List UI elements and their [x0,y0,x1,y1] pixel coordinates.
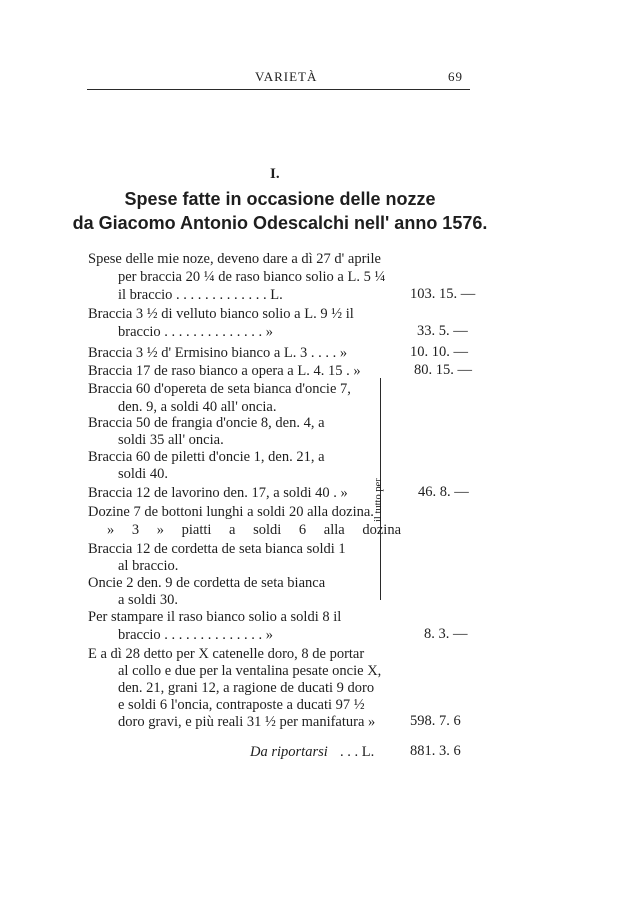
entry-line: al collo e due per la ventalina pesate oncie X, [118,663,382,679]
entry-line: Spese delle mie noze, deveno dare a dì 27 d' aprile [88,251,381,267]
entry-line: Per stampare il raso bianco solio a soldi 8 il [88,609,342,625]
entry-line: il braccio . . . . . . . . . . . . . L. [118,287,283,303]
carry-amount: 881. 3. 6 [410,743,461,759]
entry-line: Oncie 2 den. 9 de cordetta de seta bianca [88,575,326,591]
entry-line: Braccia 60 de piletti d'oncie 1, den. 21, a [88,449,325,465]
entry-line: a soldi 30. [118,592,179,608]
running-title: VARIETÀ [255,69,318,84]
entry-amount: 33. 5. — [417,323,468,339]
entry-line: E a dì 28 detto per X catenelle doro, 8 de portar [88,646,365,662]
carry-leader: . . . L. [340,744,375,760]
entry-amount: 80. 15. — [414,362,472,378]
entry-amount: 46. 8. — [418,484,469,500]
title-line-2: da Giacomo Antonio Odescalchi nell' anno 1576. [72,213,488,233]
header-rule [87,89,470,90]
entry-amount: 598. 7. 6 [410,713,461,729]
entry-line: per braccia 20 ¼ de raso bianco solio a L. 5 ¼ [118,269,386,285]
entry-line: doro gravi, e più reali 31 ½ per manifatura » [118,714,376,730]
entry-line: Braccia 3 ½ d' Ermisino bianco a L. 3 . . . . » [88,345,348,361]
entry-line: e soldi 6 l'oncia, contraposte a ducati 97 ½ [118,697,365,713]
entry-amount: 8. 3. — [424,626,468,642]
entry-line: Braccia 12 de cordetta de seta bianca soldi 1 [88,541,346,557]
entry-line: » 3 » piatti a soldi 6 alla dozina [107,522,402,538]
entry-line: soldi 35 all' oncia. [118,432,224,448]
entry-line: braccio . . . . . . . . . . . . . . » [118,627,274,643]
entry-line: soldi 40. [118,466,168,482]
entry-amount: 103. 15. — [410,286,476,302]
entry-line: Braccia 60 d'opereta de seta bianca d'oncie 7, [88,381,351,397]
carry-label: Da riportarsi [250,744,328,760]
section-number: I. [270,166,280,182]
entry-line: Dozine 7 de bottoni lunghi a soldi 20 alla dozina. [88,504,374,520]
entry-line: al braccio. [118,558,179,574]
entry-amount: 10. 10. — [410,344,468,360]
entry-line: Braccia 17 de raso bianco a opera a L. 4. 15 . » [88,363,361,379]
entry-line: den. 21, grani 12, a ragione de ducati 9 doro [118,680,375,696]
entry-line: Braccia 12 de lavorino den. 17, a soldi 40 . » [88,485,348,501]
brace-note: il tutto per [373,478,384,522]
page-number: 69 [448,69,463,84]
entry-line: Braccia 3 ½ di velluto bianco solio a L. 9 ½ il [88,306,354,322]
title-line-1: Spese fatte in occasione delle nozze [124,189,436,209]
entry-line: den. 9, a soldi 40 all' oncia. [118,399,277,415]
entry-line: braccio . . . . . . . . . . . . . . » [118,324,274,340]
entry-line: Braccia 50 de frangia d'oncie 8, den. 4, a [88,415,325,431]
